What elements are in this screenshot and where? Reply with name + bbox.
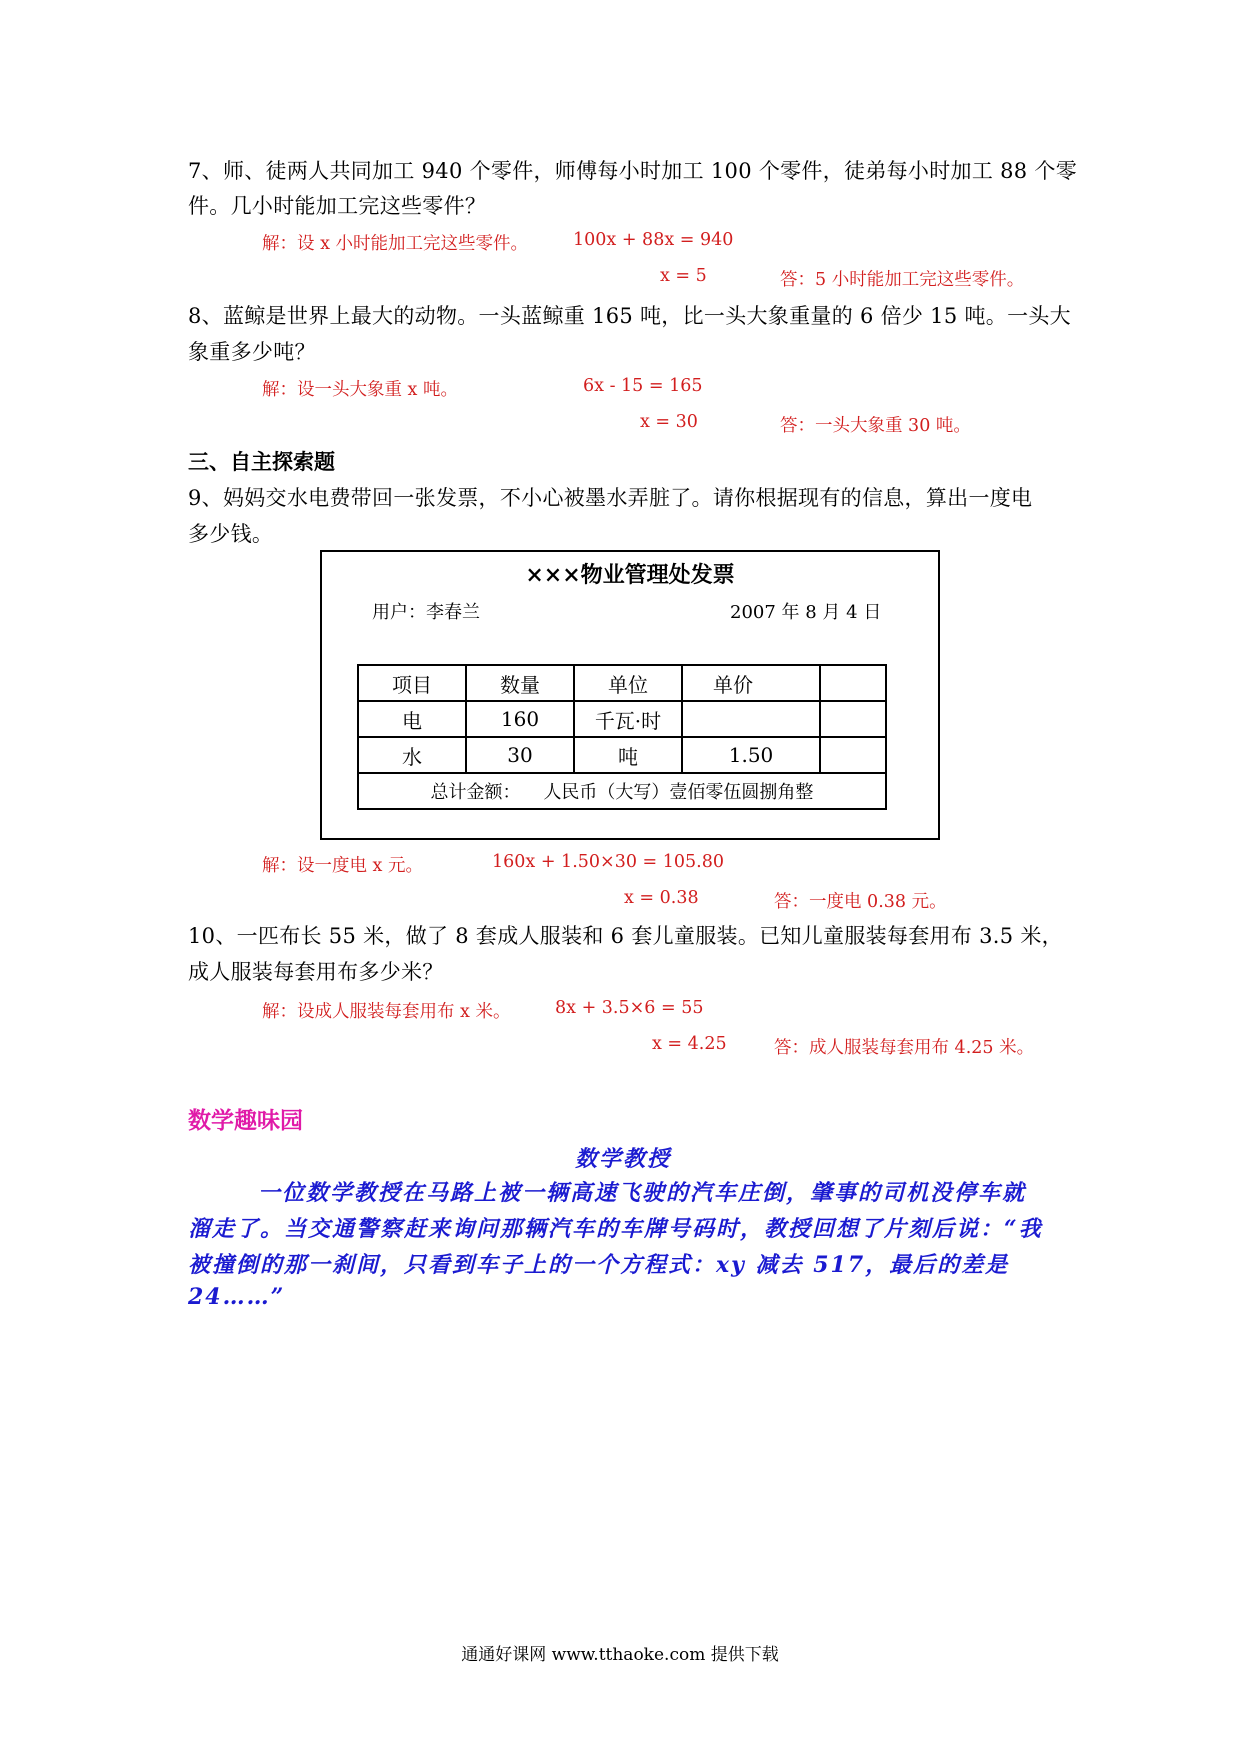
q10-line1: 10、一匹布长 55 米，做了 8 套成人服装和 6 套儿童服装。已知儿童服装每套用布 3.5 米， xyxy=(188,924,1063,948)
q9-solution-set: 解：设一度电 x 元。 xyxy=(262,856,423,876)
section-heading: 三、自主探索题 xyxy=(188,449,335,474)
invoice-cell xyxy=(820,737,886,773)
invoice xyxy=(320,550,940,840)
invoice-cell: 160 xyxy=(466,701,574,737)
story-line-1: 一位数学教授在马路上被一辆高速飞驶的汽车庄倒，肇事的司机没停车就 xyxy=(258,1180,1027,1206)
story-line-3: 被撞倒的那一刹间，只看到车子上的一个方程式：xy 减去 517，最后的差是 xyxy=(188,1252,1010,1278)
invoice-header-cell xyxy=(820,665,886,701)
invoice-cell: 吨 xyxy=(574,737,682,773)
q10-answer: 答：成人服装每套用布 4.25 米。 xyxy=(774,1038,1035,1058)
invoice-cell: 30 xyxy=(466,737,574,773)
invoice-cell: 电 xyxy=(358,701,466,737)
invoice-header-cell: 项目 xyxy=(358,665,466,701)
invoice-title: ×××物业管理处发票 xyxy=(525,562,735,588)
invoice-cell xyxy=(820,701,886,737)
invoice-table xyxy=(357,664,887,810)
invoice-header-cell: 数量 xyxy=(466,665,574,701)
story-title: 数学教授 xyxy=(575,1146,672,1172)
q7-solution-equation: 100x + 88x = 940 xyxy=(573,230,734,250)
q9-solution-x: x = 0.38 xyxy=(624,888,699,908)
invoice-user: 用户：李春兰 xyxy=(372,602,480,623)
q8-answer: 答：一头大象重 30 吨。 xyxy=(780,416,971,436)
invoice-cell: 千瓦·时 xyxy=(574,701,682,737)
q9-line2: 多少钱。 xyxy=(188,522,274,546)
invoice-total-row xyxy=(358,773,886,809)
story-line-4: 24……” xyxy=(188,1284,286,1310)
q10-solution-equation: 8x + 3.5×6 = 55 xyxy=(555,998,704,1018)
invoice-date: 2007 年 8 月 4 日 xyxy=(730,602,882,623)
invoice-row xyxy=(358,737,886,773)
q9-solution-equation: 160x + 1.50×30 = 105.80 xyxy=(492,852,724,872)
invoice-cell: 1.50 xyxy=(682,737,820,773)
q7-line2: 件。几小时能加工完这些零件？ xyxy=(188,194,487,218)
q8-solution-set: 解：设一头大象重 x 吨。 xyxy=(262,380,458,400)
invoice-header-row xyxy=(358,665,886,701)
q7-solution-set: 解：设 x 小时能加工完这些零件。 xyxy=(262,234,528,254)
story-line-2: 溜走了。当交通警察赶来询问那辆汽车的车牌号码时，教授回想了片刻后说：“我 xyxy=(188,1216,1043,1242)
q7-answer: 答：5 小时能加工完这些零件。 xyxy=(780,270,1025,290)
fun-section-title: 数学趣味园 xyxy=(188,1107,303,1134)
q8-line2: 象重多少吨？ xyxy=(188,340,316,364)
invoice-total-value: 人民币（大写）壹佰零伍圆捌角整 xyxy=(543,782,814,803)
invoice-cell xyxy=(682,701,820,737)
q9-line1: 9、妈妈交水电费带回一张发票，不小心被墨水弄脏了。请你根据现有的信息，算出一度电 xyxy=(188,486,1033,510)
invoice-header-cell: 单价 xyxy=(682,665,820,701)
q7-solution-x: x = 5 xyxy=(660,266,707,286)
q9-answer: 答：一度电 0.38 元。 xyxy=(774,892,947,912)
q10-solution-x: x = 4.25 xyxy=(652,1034,727,1054)
q8-solution-x: x = 30 xyxy=(640,412,698,432)
invoice-cell: 水 xyxy=(358,737,466,773)
footer: 通通好课网 www.tthaoke.com 提供下载 xyxy=(461,1645,779,1665)
invoice-row xyxy=(358,701,886,737)
invoice-total-label: 总计金额： xyxy=(430,782,521,803)
q7-line1: 7、师、徒两人共同加工 940 个零件，师傅每小时加工 100 个零件，徒弟每小时加工 88 个零 xyxy=(188,159,1077,183)
invoice-header-cell: 单位 xyxy=(574,665,682,701)
q8-line1: 8、蓝鲸是世界上最大的动物。一头蓝鲸重 165 吨，比一头大象重量的 6 倍少 15 吨。一头大 xyxy=(188,304,1071,328)
q10-solution-set: 解：设成人服装每套用布 x 米。 xyxy=(262,1002,511,1022)
q10-line2: 成人服装每套用布多少米？ xyxy=(188,960,444,984)
q8-solution-equation: 6x - 15 = 165 xyxy=(583,376,703,396)
